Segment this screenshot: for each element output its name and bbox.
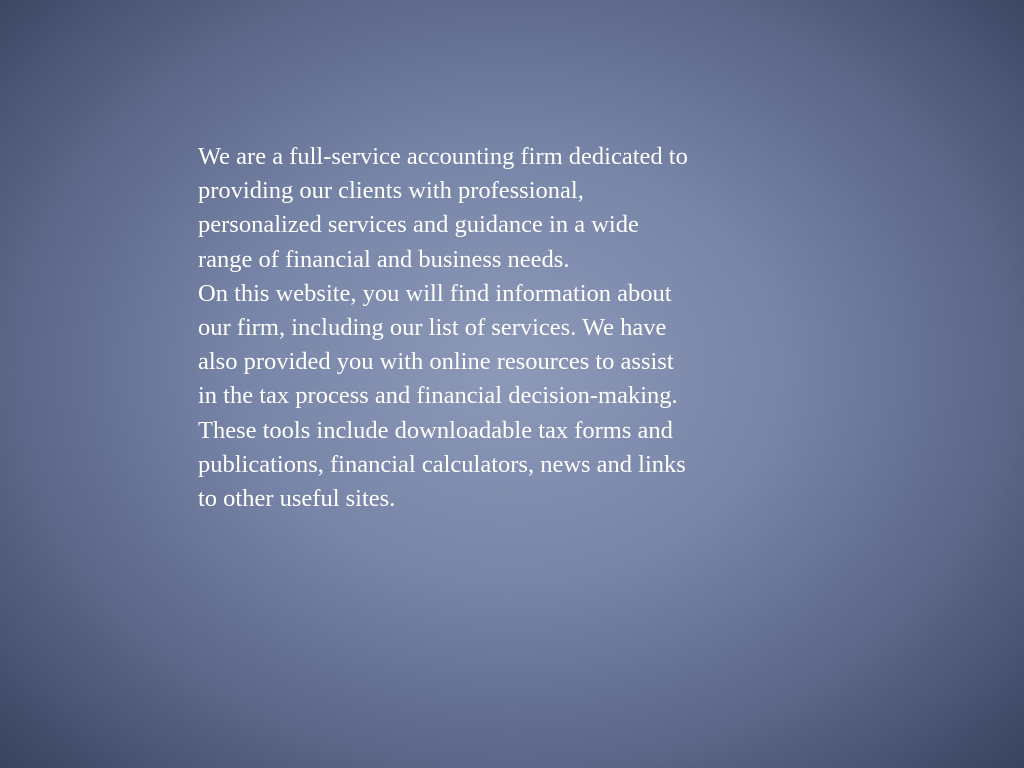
paragraph-line: On this website, you will find information about <box>198 279 672 307</box>
paragraph-line: in the tax process and financial decision-making. <box>198 382 678 410</box>
paragraph-line: our firm, including our list of services. We have <box>198 314 667 342</box>
paragraph-line: also provided you with online resources to assist <box>198 348 674 376</box>
intro-paragraph <box>198 140 838 277</box>
body-text <box>198 140 838 516</box>
paragraph-line: providing our clients with professional, <box>198 177 584 205</box>
paragraph-line: publications, financial calculators, news and links <box>198 450 686 478</box>
paragraph-line: We are a full-service accounting firm dedicated to <box>198 143 688 170</box>
paragraph-line: to other useful sites. <box>198 485 396 513</box>
paragraph-line: range of financial and business needs. <box>198 245 570 273</box>
website-paragraph <box>198 277 838 516</box>
paragraph-line: These tools include downloadable tax forms and <box>198 416 673 444</box>
paragraph-line: personalized services and guidance in a wide <box>198 211 639 239</box>
